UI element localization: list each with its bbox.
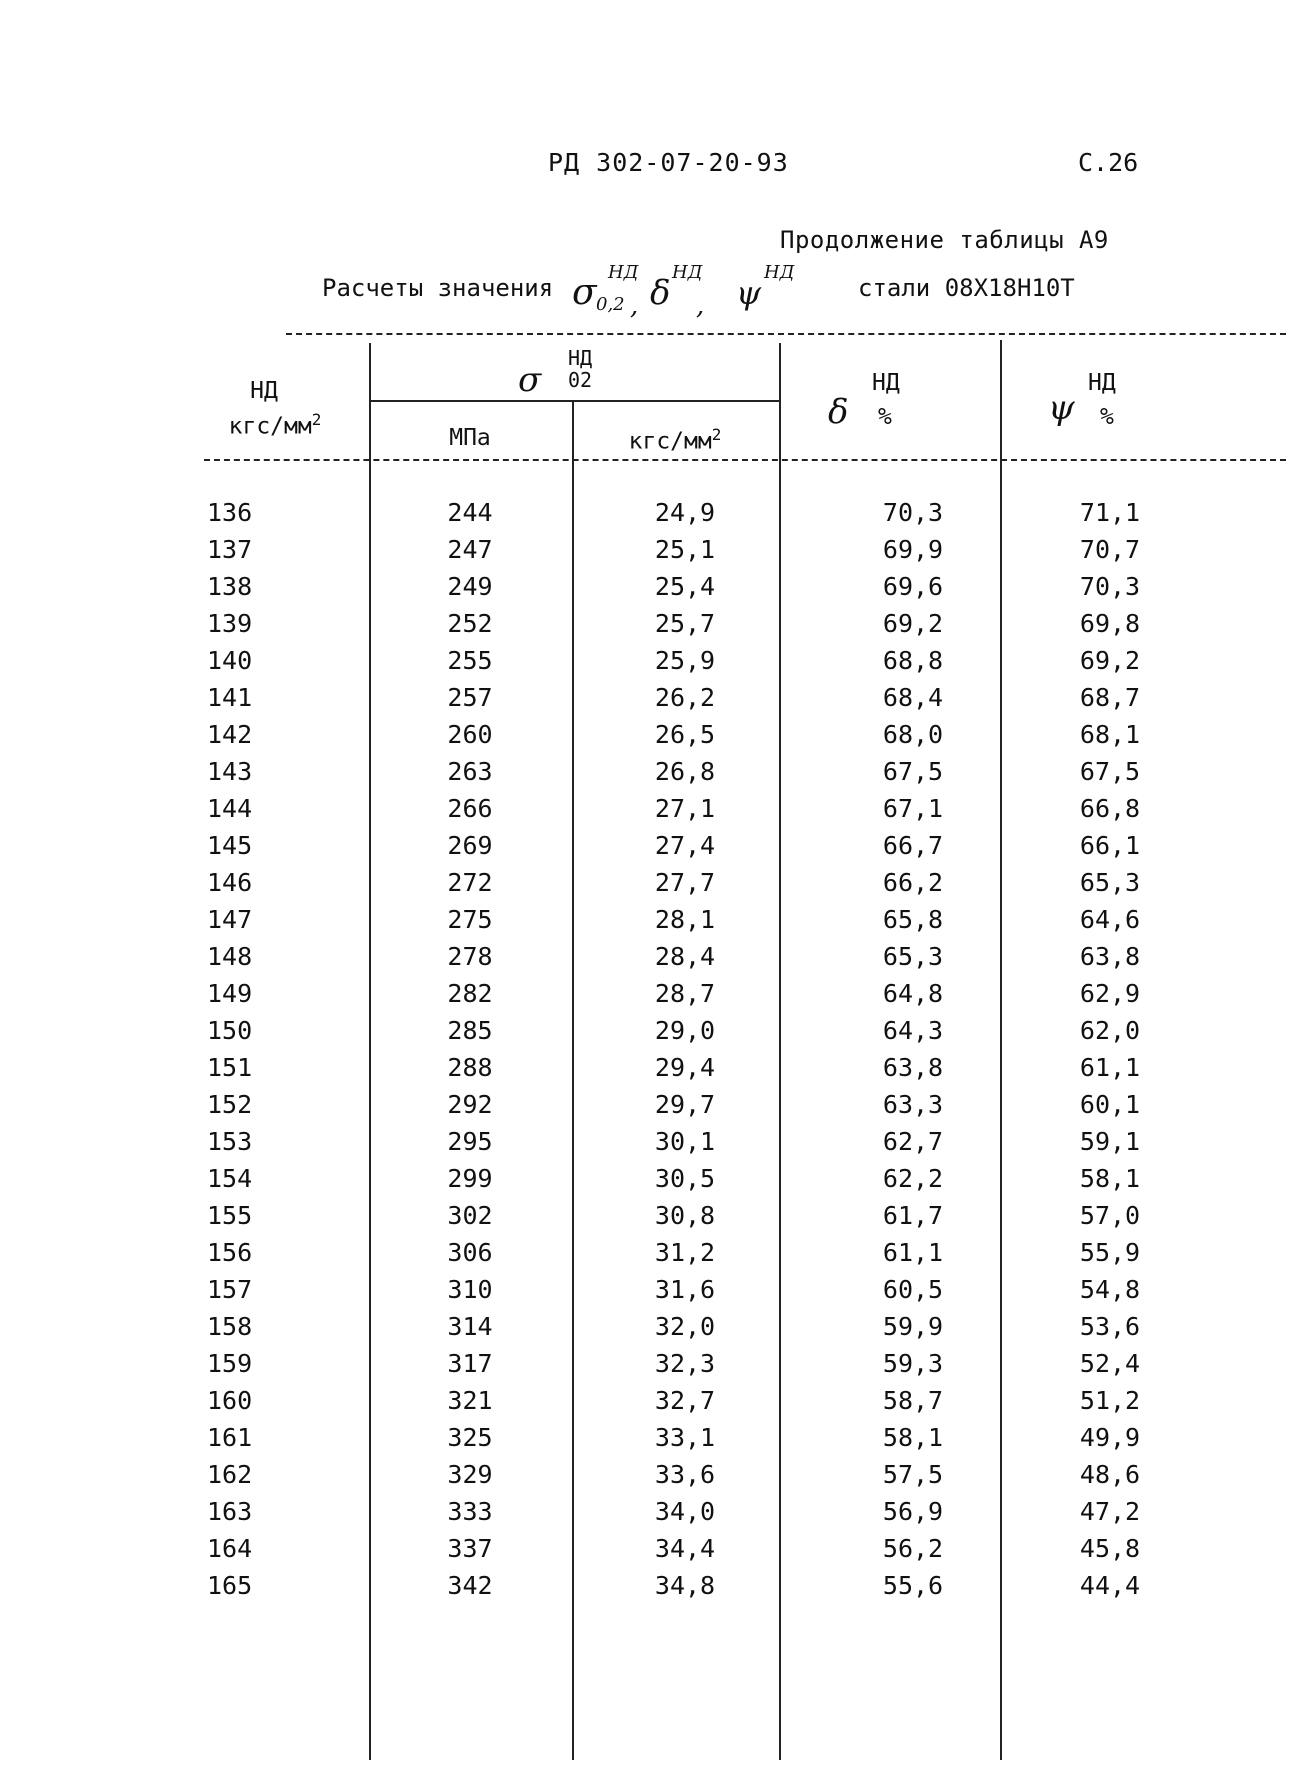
kgf-cell: 30,1 xyxy=(654,1127,716,1156)
kgf-cell: 28,7 xyxy=(654,979,716,1008)
mpa-cell: 317 xyxy=(447,1349,493,1378)
delta-superscript: НД xyxy=(872,370,900,396)
nd-cell: 144 xyxy=(207,794,253,823)
mpa-cell: 252 xyxy=(447,609,493,638)
svg-text:σ: σ xyxy=(572,272,597,313)
nd-cell: 157 xyxy=(207,1275,253,1304)
svg-text:,: , xyxy=(630,291,639,321)
psi-cell: 59,1 xyxy=(1079,1127,1141,1156)
mpa-cell: 244 xyxy=(447,498,493,527)
svg-text:δ: δ xyxy=(650,273,671,313)
kgf-cell: 32,0 xyxy=(654,1312,716,1341)
table-row xyxy=(0,1423,1289,1460)
mpa-cell: 285 xyxy=(447,1016,493,1045)
psi-cell: 70,7 xyxy=(1079,535,1141,564)
psi-cell: 47,2 xyxy=(1079,1497,1141,1526)
table-row xyxy=(0,535,1289,572)
delta-cell: 59,9 xyxy=(882,1312,944,1341)
table-row xyxy=(0,1386,1289,1423)
delta-cell: 70,3 xyxy=(882,498,944,527)
delta-cell: 64,8 xyxy=(882,979,944,1008)
handwritten-formula xyxy=(568,252,828,322)
table-row xyxy=(0,720,1289,757)
table-row xyxy=(0,757,1289,794)
nd-cell: 164 xyxy=(207,1534,253,1563)
mpa-cell: 321 xyxy=(447,1386,493,1415)
psi-cell: 45,8 xyxy=(1079,1534,1141,1563)
nd-cell: 160 xyxy=(207,1386,253,1415)
svg-text:НД: НД xyxy=(672,262,703,283)
nd-cell: 142 xyxy=(207,720,253,749)
psi-cell: 64,6 xyxy=(1079,905,1141,934)
delta-cell: 61,1 xyxy=(882,1238,944,1267)
calculation-label: Расчеты значения xyxy=(322,274,554,302)
mpa-cell: 306 xyxy=(447,1238,493,1267)
psi-cell: 68,1 xyxy=(1079,720,1141,749)
header-mpa: МПа xyxy=(449,425,491,451)
table-top-rule xyxy=(286,333,1286,335)
svg-text:,: , xyxy=(696,291,705,321)
psi-superscript: НД xyxy=(1088,370,1116,396)
delta-cell: 56,2 xyxy=(882,1534,944,1563)
sigma-group-divider xyxy=(371,400,781,402)
svg-text:ψ: ψ xyxy=(736,274,762,312)
psi-cell: 65,3 xyxy=(1079,868,1141,897)
nd-cell: 143 xyxy=(207,757,253,786)
header-kgf-text: кгс/мм xyxy=(628,428,712,455)
kgf-cell: 34,0 xyxy=(654,1497,716,1526)
psi-cell: 60,1 xyxy=(1079,1090,1141,1119)
kgf-cell: 32,7 xyxy=(654,1386,716,1415)
psi-cell: 58,1 xyxy=(1079,1164,1141,1193)
kgf-cell: 33,6 xyxy=(654,1460,716,1489)
table-row xyxy=(0,905,1289,942)
mpa-cell: 247 xyxy=(447,535,493,564)
table-row xyxy=(0,498,1289,535)
table-row xyxy=(0,683,1289,720)
psi-cell: 54,8 xyxy=(1079,1275,1141,1304)
mpa-cell: 255 xyxy=(447,646,493,675)
table-row xyxy=(0,1460,1289,1497)
delta-cell: 62,2 xyxy=(882,1164,944,1193)
mpa-cell: 257 xyxy=(447,683,493,712)
nd-cell: 162 xyxy=(207,1460,253,1489)
table-row xyxy=(0,979,1289,1016)
nd-cell: 140 xyxy=(207,646,253,675)
nd-cell: 146 xyxy=(207,868,253,897)
handwritten-formula-graphic xyxy=(568,252,828,322)
delta-cell: 61,7 xyxy=(882,1201,944,1230)
mpa-cell: 278 xyxy=(447,942,493,971)
kgf-cell: 33,1 xyxy=(654,1423,716,1452)
nd-cell: 147 xyxy=(207,905,253,934)
table-continuation-label: Продолжение таблицы А9 xyxy=(780,226,1109,254)
mpa-cell: 310 xyxy=(447,1275,493,1304)
mpa-cell: 272 xyxy=(447,868,493,897)
nd-cell: 141 xyxy=(207,683,253,712)
header-nd-label: НД xyxy=(250,378,278,404)
kgf-cell: 29,4 xyxy=(654,1053,716,1082)
psi-cell: 52,4 xyxy=(1079,1349,1141,1378)
nd-cell: 150 xyxy=(207,1016,253,1045)
nd-cell: 155 xyxy=(207,1201,253,1230)
kgf-cell: 34,4 xyxy=(654,1534,716,1563)
delta-cell: 60,5 xyxy=(882,1275,944,1304)
header-nd-unit xyxy=(205,410,345,440)
table-row xyxy=(0,609,1289,646)
table-row xyxy=(0,572,1289,609)
delta-cell: 68,0 xyxy=(882,720,944,749)
header-nd xyxy=(214,378,314,404)
delta-cell: 69,6 xyxy=(882,572,944,601)
psi-cell: 62,9 xyxy=(1079,979,1141,1008)
nd-cell: 145 xyxy=(207,831,253,860)
nd-cell: 148 xyxy=(207,942,253,971)
psi-cell: 68,7 xyxy=(1079,683,1141,712)
table-row xyxy=(0,794,1289,831)
kgf-cell: 31,6 xyxy=(654,1275,716,1304)
delta-cell: 63,3 xyxy=(882,1090,944,1119)
page-number: С.26 xyxy=(1078,148,1139,177)
delta-cell: 69,2 xyxy=(882,609,944,638)
psi-cell: 57,0 xyxy=(1079,1201,1141,1230)
table-row xyxy=(0,942,1289,979)
table-row xyxy=(0,1016,1289,1053)
psi-cell: 67,5 xyxy=(1079,757,1141,786)
mpa-cell: 263 xyxy=(447,757,493,786)
psi-cell: 48,6 xyxy=(1079,1460,1141,1489)
nd-cell: 153 xyxy=(207,1127,253,1156)
table-header-bottom-rule xyxy=(204,459,1286,461)
delta-cell: 59,3 xyxy=(882,1349,944,1378)
table-row xyxy=(0,1201,1289,1238)
psi-cell: 44,4 xyxy=(1079,1571,1141,1600)
kgf-cell: 25,4 xyxy=(654,572,716,601)
kgf-cell: 31,2 xyxy=(654,1238,716,1267)
psi-cell: 55,9 xyxy=(1079,1238,1141,1267)
delta-cell: 63,8 xyxy=(882,1053,944,1082)
table-row xyxy=(0,1053,1289,1090)
sigma-symbol: σ xyxy=(518,360,542,400)
kgf-cell: 25,9 xyxy=(654,646,716,675)
table-row xyxy=(0,1534,1289,1571)
mpa-cell: 282 xyxy=(447,979,493,1008)
mpa-cell: 269 xyxy=(447,831,493,860)
delta-cell: 64,3 xyxy=(882,1016,944,1045)
table-row xyxy=(0,1238,1289,1275)
kgf-cell: 34,8 xyxy=(654,1571,716,1600)
kgf-cell: 29,7 xyxy=(654,1090,716,1119)
kgf-cell: 30,8 xyxy=(654,1201,716,1230)
psi-cell: 69,2 xyxy=(1079,646,1141,675)
kgf-cell: 27,1 xyxy=(654,794,716,823)
mpa-cell: 295 xyxy=(447,1127,493,1156)
table-row xyxy=(0,1090,1289,1127)
delta-cell: 56,9 xyxy=(882,1497,944,1526)
delta-symbol: δ xyxy=(828,392,849,432)
psi-cell: 70,3 xyxy=(1079,572,1141,601)
nd-cell: 152 xyxy=(207,1090,253,1119)
nd-cell: 137 xyxy=(207,535,253,564)
table-row xyxy=(0,831,1289,868)
delta-cell: 69,9 xyxy=(882,535,944,564)
table-row xyxy=(0,1127,1289,1164)
header-kgf-exponent: 2 xyxy=(711,425,722,444)
psi-cell: 66,1 xyxy=(1079,831,1141,860)
nd-cell: 138 xyxy=(207,572,253,601)
table-row xyxy=(0,1312,1289,1349)
kgf-cell: 26,2 xyxy=(654,683,716,712)
delta-cell: 62,7 xyxy=(882,1127,944,1156)
nd-cell: 158 xyxy=(207,1312,253,1341)
kgf-cell: 26,8 xyxy=(654,757,716,786)
sigma-subscript: 02 xyxy=(568,368,593,392)
delta-unit: % xyxy=(878,404,892,430)
mpa-cell: 299 xyxy=(447,1164,493,1193)
mpa-cell: 292 xyxy=(447,1090,493,1119)
psi-unit: % xyxy=(1100,404,1114,430)
mpa-cell: 249 xyxy=(447,572,493,601)
mpa-cell: 260 xyxy=(447,720,493,749)
mpa-cell: 288 xyxy=(447,1053,493,1082)
kgf-cell: 30,5 xyxy=(654,1164,716,1193)
kgf-cell: 28,4 xyxy=(654,942,716,971)
kgf-cell: 27,7 xyxy=(654,868,716,897)
svg-text:НД: НД xyxy=(764,262,795,283)
steel-grade-label: стали 08Х18Н10Т xyxy=(858,274,1075,302)
delta-cell: 65,8 xyxy=(882,905,944,934)
svg-text:0,2: 0,2 xyxy=(596,294,625,315)
table-row xyxy=(0,646,1289,683)
psi-cell: 49,9 xyxy=(1079,1423,1141,1452)
svg-text:НД: НД xyxy=(608,262,639,283)
header-delta xyxy=(820,370,940,440)
nd-cell: 165 xyxy=(207,1571,253,1600)
nd-cell: 136 xyxy=(207,498,253,527)
nd-cell: 159 xyxy=(207,1349,253,1378)
psi-cell: 63,8 xyxy=(1079,942,1141,971)
nd-cell: 151 xyxy=(207,1053,253,1082)
nd-cell: 163 xyxy=(207,1497,253,1526)
table-row xyxy=(0,868,1289,905)
psi-cell: 71,1 xyxy=(1079,498,1141,527)
header-psi xyxy=(1040,370,1160,440)
nd-cell: 161 xyxy=(207,1423,253,1452)
psi-symbol: ψ xyxy=(1048,388,1075,428)
header-nd-unit-exponent: 2 xyxy=(311,410,322,429)
delta-cell: 58,7 xyxy=(882,1386,944,1415)
header-kgf xyxy=(600,425,750,455)
psi-cell: 61,1 xyxy=(1079,1053,1141,1082)
kgf-cell: 27,4 xyxy=(654,831,716,860)
mpa-cell: 329 xyxy=(447,1460,493,1489)
delta-cell: 58,1 xyxy=(882,1423,944,1452)
kgf-cell: 24,9 xyxy=(654,498,716,527)
psi-cell: 62,0 xyxy=(1079,1016,1141,1045)
nd-cell: 156 xyxy=(207,1238,253,1267)
psi-cell: 66,8 xyxy=(1079,794,1141,823)
table-row xyxy=(0,1497,1289,1534)
nd-cell: 154 xyxy=(207,1164,253,1193)
table-row xyxy=(0,1571,1289,1608)
delta-cell: 68,8 xyxy=(882,646,944,675)
nd-cell: 149 xyxy=(207,979,253,1008)
table-row xyxy=(0,1275,1289,1312)
document-code: РД 302-07-20-93 xyxy=(548,148,789,177)
kgf-cell: 25,7 xyxy=(654,609,716,638)
delta-cell: 67,1 xyxy=(882,794,944,823)
kgf-cell: 29,0 xyxy=(654,1016,716,1045)
mpa-cell: 275 xyxy=(447,905,493,934)
kgf-cell: 25,1 xyxy=(654,535,716,564)
delta-cell: 66,2 xyxy=(882,868,944,897)
mpa-cell: 314 xyxy=(447,1312,493,1341)
table-row xyxy=(0,1164,1289,1201)
mpa-cell: 342 xyxy=(447,1571,493,1600)
delta-cell: 57,5 xyxy=(882,1460,944,1489)
delta-cell: 67,5 xyxy=(882,757,944,786)
delta-cell: 66,7 xyxy=(882,831,944,860)
delta-cell: 65,3 xyxy=(882,942,944,971)
delta-cell: 68,4 xyxy=(882,683,944,712)
mpa-cell: 325 xyxy=(447,1423,493,1452)
mpa-cell: 302 xyxy=(447,1201,493,1230)
nd-cell: 139 xyxy=(207,609,253,638)
kgf-cell: 32,3 xyxy=(654,1349,716,1378)
kgf-cell: 26,5 xyxy=(654,720,716,749)
table-row xyxy=(0,1349,1289,1386)
header-nd-unit-text: кгс/мм xyxy=(228,413,312,440)
mpa-cell: 337 xyxy=(447,1534,493,1563)
sigma-superscript: НД xyxy=(568,346,593,370)
kgf-cell: 28,1 xyxy=(654,905,716,934)
psi-cell: 53,6 xyxy=(1079,1312,1141,1341)
delta-cell: 55,6 xyxy=(882,1571,944,1600)
mpa-cell: 266 xyxy=(447,794,493,823)
mpa-cell: 333 xyxy=(447,1497,493,1526)
psi-cell: 69,8 xyxy=(1079,609,1141,638)
psi-cell: 51,2 xyxy=(1079,1386,1141,1415)
